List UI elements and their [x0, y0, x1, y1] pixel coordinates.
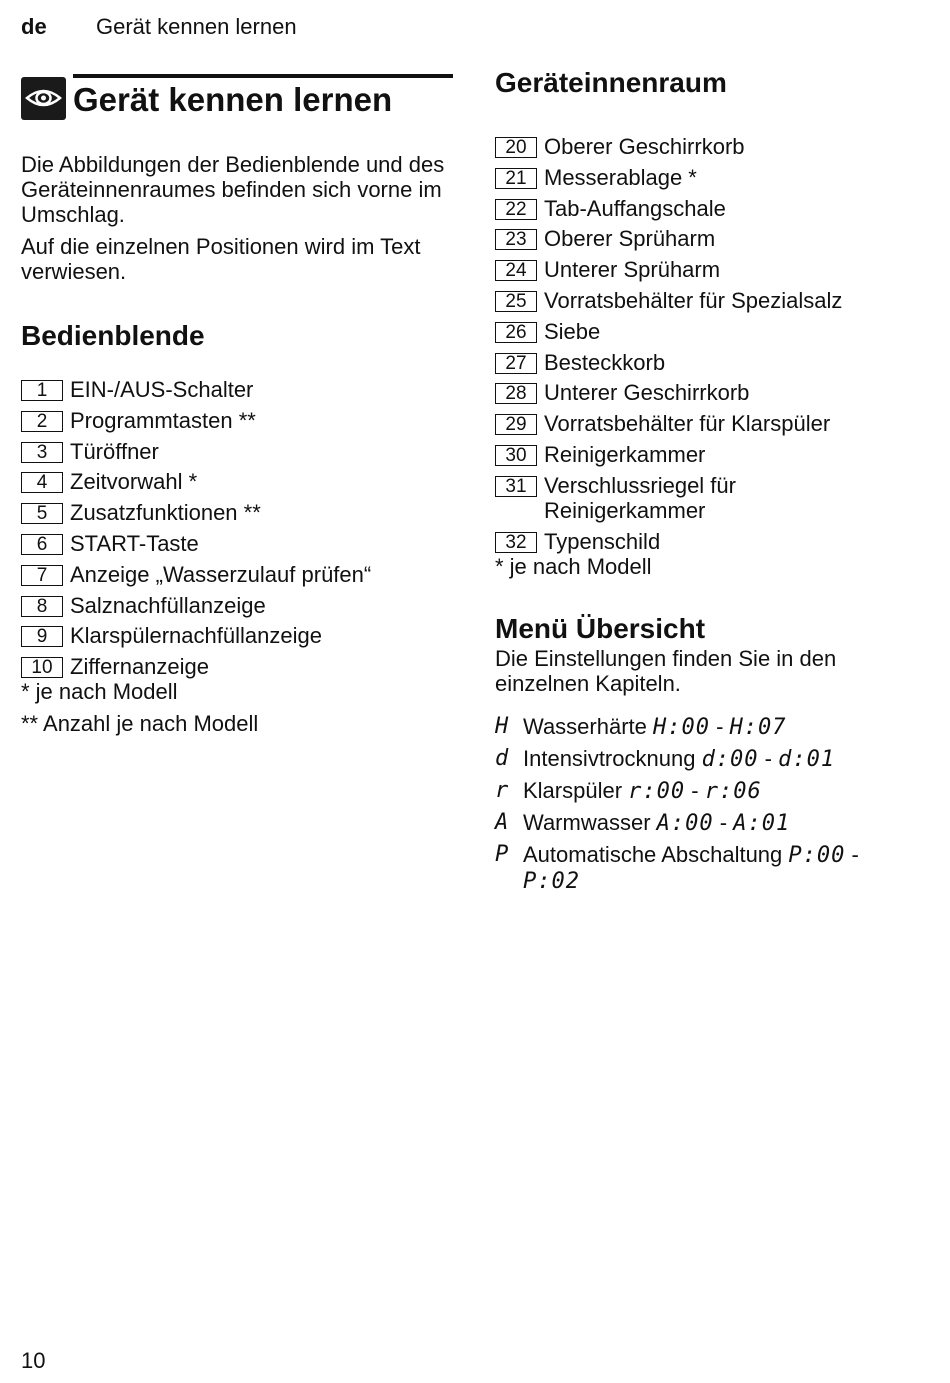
range-to: A:01 [733, 810, 791, 836]
item-number: 31 [495, 476, 537, 497]
left-column [21, 74, 453, 736]
item-label: Tab-Auffangschale [544, 195, 726, 221]
innenraum-heading: Geräteinnenraum [495, 67, 727, 98]
list-item [495, 226, 915, 251]
intro-paragraph: Auf die einzelnen Positionen wird im Text verwiesen. [21, 234, 421, 284]
item-label: Oberer Sprüharm [544, 226, 716, 252]
range-to: P:02 [523, 868, 580, 894]
item-number: 2 [21, 411, 63, 432]
right-column [495, 66, 915, 900]
item-label: Reinigerkammer [544, 441, 706, 467]
list-item [495, 350, 915, 375]
intro-paragraph: Die Abbildungen der Bedienblende und des Geräteinnenraumes befinden sich vorne im Umschlag. [21, 152, 445, 227]
item-label: EIN-/AUS-Schalter [70, 377, 254, 402]
language-code: de [21, 14, 47, 39]
range-from: P:00 [788, 842, 846, 868]
item-label: START-Taste [70, 530, 199, 556]
item-label: Programmtasten ** [70, 407, 256, 433]
menu-item: P Automatische Abschaltung P:00 - P:02 [495, 841, 859, 894]
item-label: Typenschild [544, 528, 661, 554]
range-from: r:00 [628, 778, 686, 804]
item-number: 10 [21, 657, 63, 678]
range-to: H:07 [729, 714, 787, 740]
item-label: Türöffner [70, 438, 159, 464]
intro [21, 152, 453, 284]
item-label: Zeitvorwahl * [70, 469, 198, 495]
menu-item: A Warmwasser A:00 - A:01 [495, 809, 791, 836]
list-item [495, 411, 915, 436]
item-number: 8 [21, 596, 63, 617]
footnote: * je nach Modell [21, 679, 178, 705]
list-item [21, 654, 453, 679]
range-from: d:00 [701, 746, 759, 772]
item-label: Vorratsbehälter für Spezialsalz [544, 287, 843, 313]
item-label: Vorratsbehälter für Klarspüler [544, 411, 831, 437]
item-number: 24 [495, 260, 537, 281]
page-number: 10 [21, 1348, 46, 1373]
menu-code: r [495, 777, 509, 803]
running-section-title: Gerät kennen lernen [96, 14, 297, 39]
list-item [21, 377, 453, 402]
title-rule [73, 74, 453, 78]
item-label: Klarspülernachfüllanzeige [70, 623, 322, 649]
item-number: 6 [21, 534, 63, 555]
menu-label: Intensivtrocknung [523, 745, 696, 771]
item-number: 32 [495, 532, 537, 553]
item-label: Ziffernanzeige [70, 654, 210, 680]
list-item [495, 442, 915, 467]
item-number: 26 [495, 322, 537, 343]
list-item [495, 134, 915, 159]
menu-item: d Intensivtrocknung d:00 - d:01 [495, 745, 836, 772]
list-item [495, 165, 915, 190]
item-label: Oberer Geschirrkorb [544, 134, 745, 159]
list-item [495, 529, 915, 554]
bedienblende-heading: Bedienblende [21, 320, 205, 351]
item-number: 23 [495, 229, 537, 250]
item-number: 21 [495, 168, 537, 189]
menu-label: Warmwasser [523, 809, 651, 835]
list-item [495, 380, 915, 405]
footnote: * je nach Modell [495, 553, 652, 579]
item-label: Anzeige „Wasserzulauf prüfen“ [70, 561, 372, 587]
list-item [21, 469, 453, 494]
footnote: ** Anzahl je nach Modell [21, 711, 259, 737]
menu-code: d [495, 745, 509, 771]
menu-code: P [495, 841, 509, 867]
menu-list [495, 714, 915, 894]
item-number: 5 [21, 503, 63, 524]
item-number: 4 [21, 472, 63, 493]
menu-code: H [495, 713, 509, 739]
menu-label: Klarspüler [523, 777, 623, 803]
range-from: A:00 [656, 810, 714, 836]
item-label: Unterer Geschirrkorb [544, 380, 750, 406]
item-number: 30 [495, 445, 537, 466]
item-label: Zusatzfunktionen ** [70, 500, 261, 526]
item-number: 29 [495, 414, 537, 435]
item-number: 22 [495, 199, 537, 220]
menu-item: r Klarspüler r:00 - r:06 [495, 777, 762, 804]
item-number: 3 [21, 442, 63, 463]
list-item [21, 408, 453, 433]
item-label: Verschlussriegel für Reinigerkammer [544, 472, 736, 523]
item-label: Messerablage * [544, 164, 697, 190]
eye-icon [21, 77, 66, 120]
item-number: 1 [21, 380, 63, 401]
item-number: 20 [495, 137, 537, 158]
range-to: d:01 [778, 746, 836, 772]
menu-code: A [495, 809, 509, 835]
menu-label: Automatische Abschaltung [523, 841, 783, 867]
bedienblende-list [21, 377, 453, 736]
innenraum-list [495, 134, 915, 579]
range-from: H:00 [653, 714, 710, 740]
item-number: 28 [495, 383, 537, 404]
list-item [495, 196, 915, 221]
list-item [21, 623, 453, 648]
menu-heading: Menü Übersicht [495, 612, 706, 644]
menu-item: H Wasserhärte H:00 - H:07 [495, 713, 787, 740]
item-number: 7 [21, 565, 63, 586]
item-number: 27 [495, 353, 537, 374]
item-label: Unterer Sprüharm [544, 257, 721, 283]
list-item [495, 257, 915, 282]
item-number: 25 [495, 291, 537, 312]
list-item [21, 439, 453, 464]
list-item [21, 531, 453, 556]
item-label: Salznachfüllanzeige [70, 592, 266, 618]
list-item [495, 288, 915, 313]
item-label: Siebe [544, 318, 601, 344]
menu-label: Wasserhärte [523, 713, 647, 739]
item-number: 9 [21, 626, 63, 647]
chapter-title-text: Gerät kennen lernen [73, 81, 393, 118]
list-item [21, 562, 453, 587]
list-item [495, 473, 915, 523]
chapter-title [21, 74, 453, 124]
list-item [21, 500, 453, 525]
menu-intro: Die Einstellungen finden Sie in den einzelnen Kapiteln. [495, 645, 837, 696]
range-to: r:06 [704, 778, 762, 804]
list-item [21, 593, 453, 618]
list-item [495, 319, 915, 344]
item-label: Besteckkorb [544, 349, 666, 375]
